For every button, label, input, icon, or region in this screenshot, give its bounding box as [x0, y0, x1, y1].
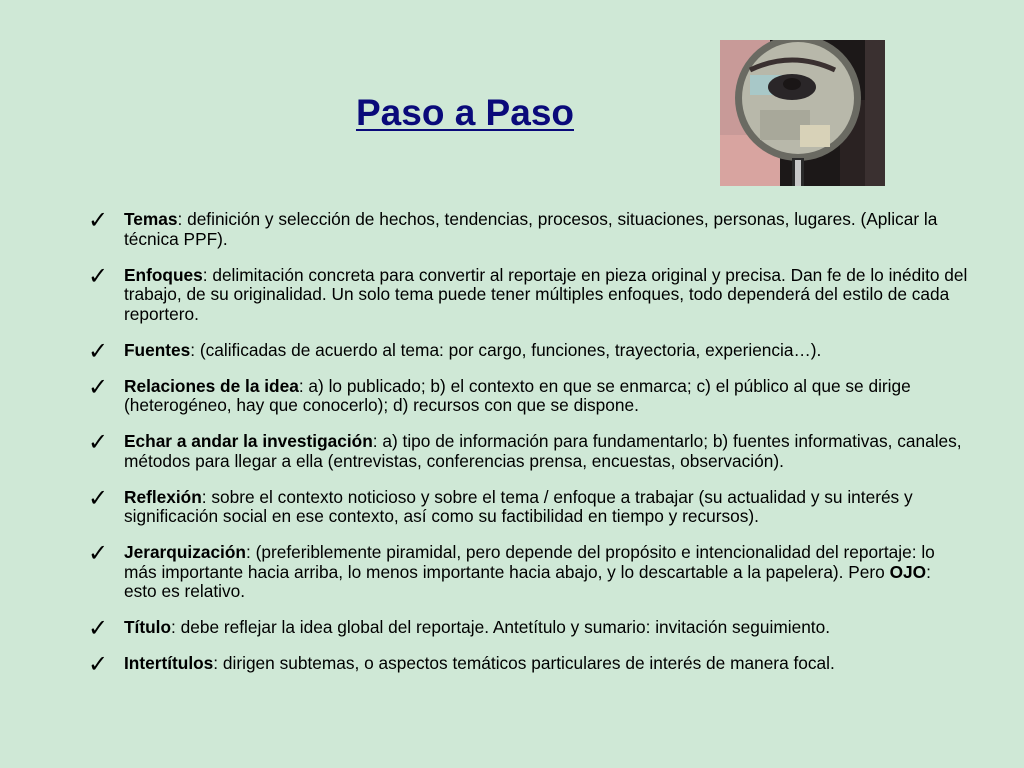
item-text-tail: : esto es relativo.	[124, 561, 931, 601]
check-mark-icon: ✓	[88, 539, 109, 567]
list-item	[88, 539, 968, 602]
list-item	[88, 261, 968, 325]
item-term: Intertítulos	[124, 653, 214, 673]
item-term: Reflexión	[124, 486, 202, 507]
item-term-emphasis: OJO	[889, 561, 927, 582]
item-text: : definición y selección de hechos, tendencias, procesos, situaciones, personas, lugares. (Aplicar la técnica PPF).	[124, 209, 938, 249]
list-item	[88, 206, 968, 249]
list-item	[88, 483, 968, 527]
check-mark-icon: ✓	[88, 428, 109, 456]
list-item	[88, 650, 968, 678]
item-term: Enfoques	[124, 264, 203, 285]
item-text: : a) lo publicado; b) el contexto en que se enmarca; c) el público al que se dirige (heterogéneo, hay que conocerlo); d) recursos con que se dispone.	[124, 375, 911, 415]
item-text: : dirigen subtemas, o aspectos temáticos particulares de interés de manera focal.	[213, 653, 835, 673]
list-item	[88, 372, 968, 416]
item-term: Jerarquización	[124, 542, 246, 562]
check-mark-icon: ✓	[88, 372, 109, 401]
item-text: : (calificadas de acuerdo al tema: por cargo, funciones, trayectoria, experiencia…).	[190, 339, 822, 360]
item-text: : delimitación concreta para convertir al reportaje en pieza original y precisa. Dan fe de lo inédito del trabajo, de su originalidad. Un solo tema puede tener múltiples enfoques, todo dependerá del estilo de cada reportero.	[124, 264, 968, 324]
check-mark-icon: ✓	[88, 483, 109, 512]
list-item	[88, 336, 968, 365]
item-text: : (preferiblemente piramidal, pero depende del propósito e intencionalidad del reportaje: lo más importante hacia arriba, lo menos importante hacia abajo, y lo descartable a la papelera). Pero	[124, 542, 935, 582]
check-mark-icon: ✓	[88, 206, 109, 234]
check-mark-icon: ✓	[88, 650, 109, 678]
list-item	[88, 614, 968, 642]
item-term: Título	[124, 617, 172, 637]
bullet-list	[88, 206, 968, 690]
magnifying-glass-eye-image	[720, 40, 885, 186]
item-text: : sobre el contexto noticioso y sobre el tema / enfoque a trabajar (su actualidad y su interés y significación social en ese contexto, así como su factibilidad en tiempo y recursos).	[124, 486, 913, 526]
list-item	[88, 428, 968, 471]
magnifying-glass-eye-icon	[720, 40, 885, 186]
item-text: : a) tipo de información para fundamentarlo; b) fuentes informativas, canales, métodos para llegar a ella (entrevistas, conferencias prensa, encuestas, observación).	[124, 431, 962, 471]
item-term: Echar a andar la investigación	[124, 431, 373, 451]
slide-title: Paso a Paso	[355, 92, 574, 133]
item-term: Fuentes	[124, 339, 191, 360]
check-mark-icon: ✓	[88, 614, 109, 642]
item-term: Temas	[124, 209, 178, 229]
item-term: Relaciones de la idea	[124, 375, 299, 396]
item-text: : debe reflejar la idea global del reportaje. Antetítulo y sumario: invitación seguimiento.	[171, 617, 831, 637]
check-mark-icon: ✓	[88, 336, 109, 365]
check-mark-icon: ✓	[88, 261, 109, 290]
